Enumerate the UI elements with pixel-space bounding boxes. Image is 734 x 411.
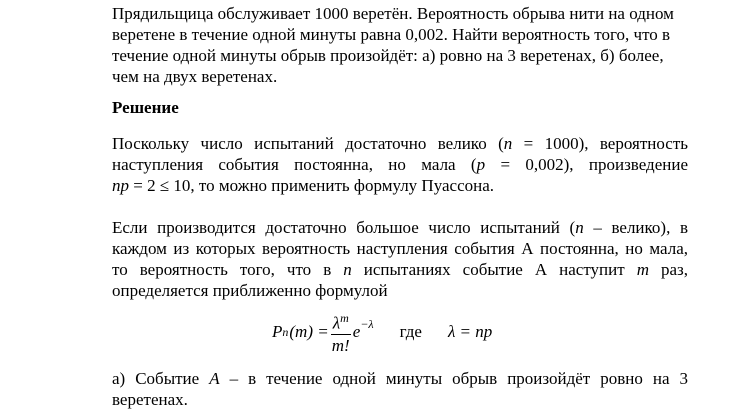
para2-line-4: определяется приближенно формулой xyxy=(112,281,388,300)
para2-line-3: то вероятность того, что в n испытаниях событие А наступит m раз, xyxy=(112,260,689,279)
var-p: p xyxy=(476,155,486,174)
problem-line-2: веретене в течение одной минуты равна 0,002. Найти вероятность того, что в xyxy=(112,25,671,44)
problem-line-1: Прядильщица обслуживает 1000 веретён. Вероятность обрыва нити на одном xyxy=(112,4,674,23)
formula-lambda-definition: λ = np xyxy=(447,322,493,341)
paragraph-poisson-definition xyxy=(112,217,688,301)
solution-heading: Решение xyxy=(112,98,179,117)
para1-line-3: np = 2 ≤ 10, то можно применить формулу Пуассона. xyxy=(112,176,495,195)
event-a: A xyxy=(209,369,220,388)
poisson-formula: P n (m) = $\frac{\lambda^m}{m!}$ e $^{-\lambda}$ где λ = np xyxy=(272,311,493,355)
formula-where-label: где xyxy=(399,322,422,341)
para2-line-2: каждом из которых вероятность наступления события А постоянна, но мала, xyxy=(112,239,688,258)
formula-fraction: $\frac{\lambda^m}{m!}$ xyxy=(331,311,350,355)
part-a-line-1: а) Событие A – в течение одной минуты обрыв произойдёт ровно на 3 xyxy=(112,369,688,388)
var-np: np xyxy=(112,176,129,195)
para1-line-2: наступления события постоянна, но мала (p = 0,002), произведение xyxy=(112,155,688,174)
problem-statement xyxy=(112,3,688,87)
para2-line-1: Если производится достаточно большое число испытаний (n – велико), в xyxy=(112,218,688,237)
problem-line-4: чем на двух веретенах. xyxy=(112,67,278,86)
part-a-statement xyxy=(112,368,688,410)
part-a-line-2: веретенах. xyxy=(112,390,188,409)
para1-line-1: Поскольку число испытаний достаточно велико (n = 1000), вероятность xyxy=(112,134,689,153)
var-n: n xyxy=(503,134,513,153)
paragraph-poisson-justification xyxy=(112,133,688,196)
problem-line-3: течение одной минуты обрыв произойдёт: а) ровно на 3 веретенах, б) более, xyxy=(112,46,664,65)
